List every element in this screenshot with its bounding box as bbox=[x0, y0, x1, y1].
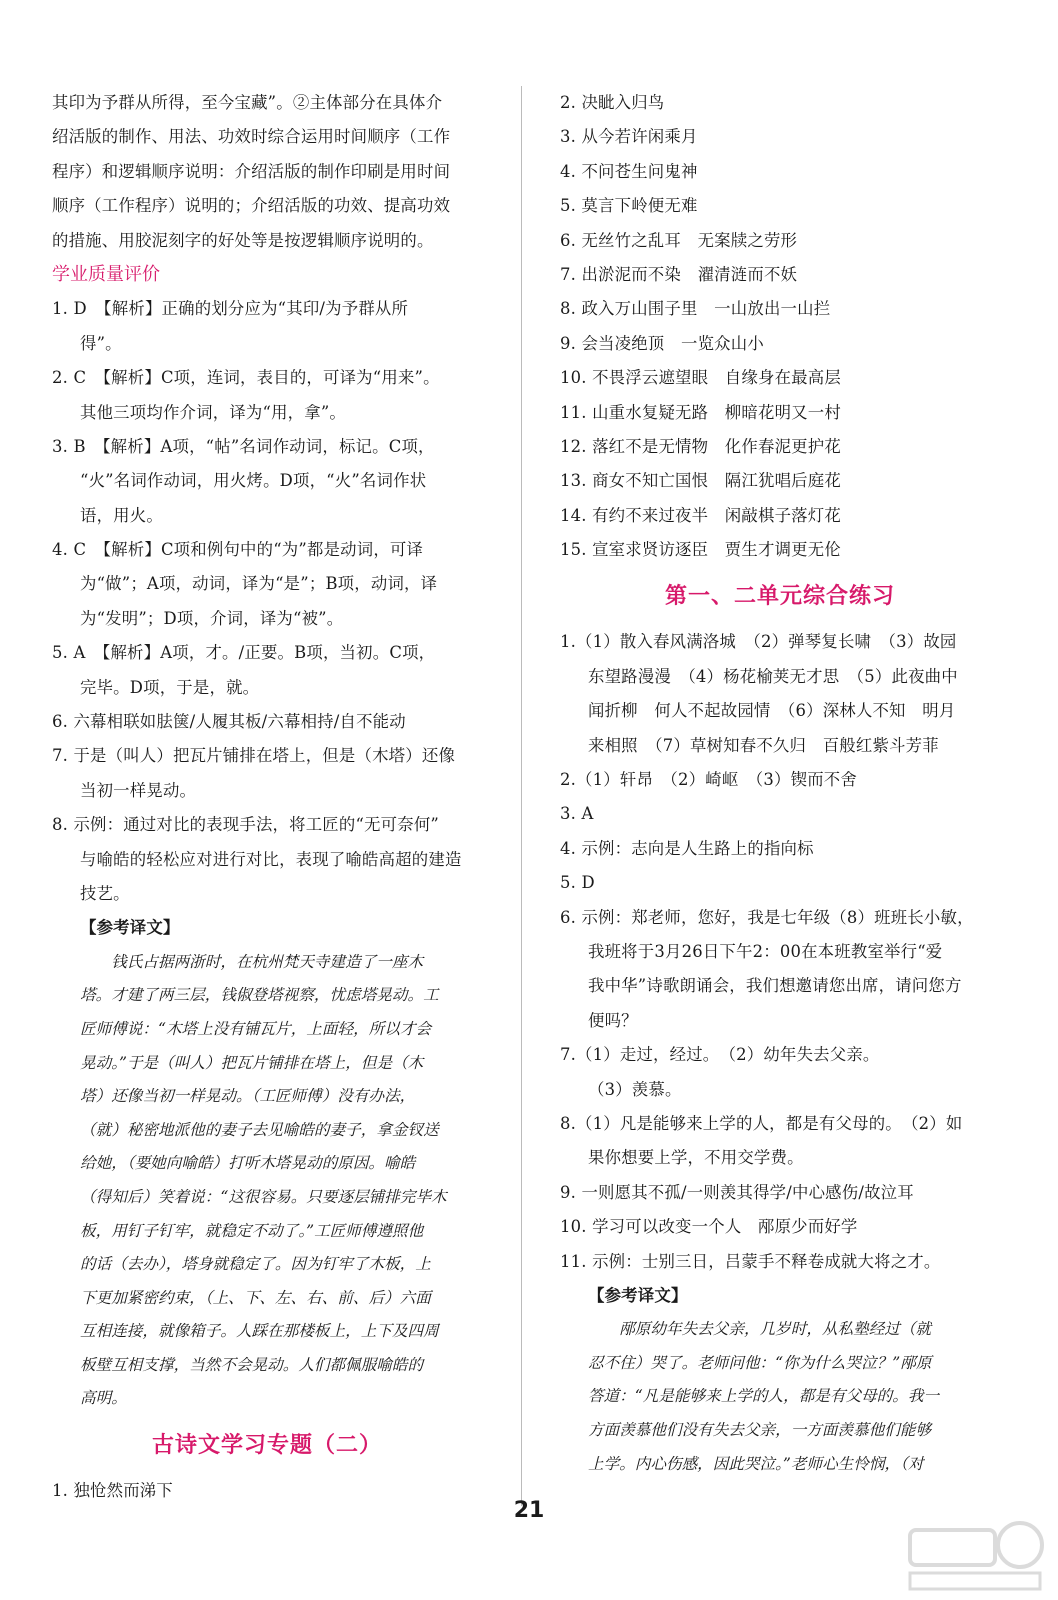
translation-line: 下更加紧密约束，（上、下、左、右、前、后）六面 bbox=[80, 1288, 431, 1307]
text-line: 3. A bbox=[560, 804, 594, 824]
text-line: 7. 出淤泥而不染 濯清涟而不妖 bbox=[560, 264, 798, 284]
section-title: 第一、二单元综合练习 bbox=[664, 583, 895, 610]
text-line-cont: 语，用火。 bbox=[80, 505, 163, 525]
translation-line: 方面羡慕他们没有失去父亲，一方面羡慕他们能够 bbox=[588, 1421, 932, 1440]
text-line-cont: 完毕。D项，于是，就。 bbox=[80, 677, 260, 697]
text-line-cont: 来相照 （7）草树知春不久归 百般红紫斗芳菲 bbox=[588, 735, 939, 755]
text-line-cont: 当初一样晃动。 bbox=[80, 780, 197, 800]
text-line: 6. 无丝竹之乱耳 无案牍之劳形 bbox=[560, 230, 798, 250]
translation-line: 互相连接，就像箱子。人踩在那楼板上，上下及四周 bbox=[80, 1322, 439, 1341]
text-line: 11. 示例：士别三日，吕蒙手不释卷成就大将之才。 bbox=[560, 1251, 941, 1271]
translation-tag: 【参考译文】 bbox=[80, 918, 180, 938]
translation-line: 板壁互相支撑，当然不会晃动。人们都佩服喻皓的 bbox=[80, 1355, 424, 1374]
translation-line: 塔）还像当初一样晃动。（工匠师傅）没有办法， bbox=[80, 1087, 416, 1106]
text-line: 6. 示例：郑老师，您好，我是七年级（8）班班长小敏， bbox=[560, 907, 974, 927]
text-line-cont: 东望路漫漫 （4）杨花榆荚无才思 （5）此夜曲中 bbox=[588, 666, 958, 686]
text-line: 1.（1）散入春风满洛城 （2）弹琴复长啸 （3）故园 bbox=[560, 632, 957, 652]
translation-tag: 【参考译文】 bbox=[588, 1285, 688, 1305]
text-line-cont: 为“发明”；D项，介词，译为“被”。 bbox=[80, 608, 344, 628]
text-line: 的措施、用胶泥刻字的好处等是按逻辑顺序说明的。 bbox=[52, 230, 434, 250]
text-line: 9. 会当凌绝顶 一览众山小 bbox=[560, 333, 764, 353]
translation-line: 高明。 bbox=[80, 1389, 127, 1408]
translation-line: 晃动。”于是（叫人）把瓦片铺排在塔上，但是（木 bbox=[80, 1053, 424, 1072]
text-line: 15. 宣室求贤访逐臣 贾生才调更无伦 bbox=[560, 540, 841, 560]
text-line: 3. B 【解析】A项，“帖”名词作动词，标记。C项， bbox=[52, 436, 435, 456]
translation-line: （得知后）笑着说：“这很容易。只要逐层铺排完毕木 bbox=[80, 1187, 447, 1206]
translation-line: 给她，（要她向喻皓）打听木塔晃动的原因。喻皓 bbox=[80, 1154, 416, 1173]
text-line: 3. 从今若许闲乘月 bbox=[560, 127, 698, 147]
text-line-cont: 其他三项均作介词，译为“用，拿”。 bbox=[80, 402, 347, 422]
text-line: 14. 有约不来过夜半 闲敲棋子落灯花 bbox=[560, 505, 841, 525]
text-line: 12. 落红不是无情物 化作春泥更护花 bbox=[560, 436, 841, 456]
section-heading: 学业质量评价 bbox=[52, 263, 160, 285]
text-line: 2. C 【解析】C项，连词，表目的，可译为“用来”。 bbox=[52, 368, 440, 388]
text-line: 其印为予群从所得，至今宝藏”。②主体部分在具体介 bbox=[52, 93, 443, 112]
page-number: 21 bbox=[513, 1498, 545, 1523]
text-line-cont: 我班将于3月26日下午2：00在本班教室举行“爱 bbox=[588, 941, 943, 961]
translation-line: 邴原幼年失去父亲，几岁时，从私塾经过（就 bbox=[588, 1320, 932, 1339]
translation-line: 的话（去办），塔身就稳定了。因为钉牢了木板，上 bbox=[80, 1255, 431, 1274]
translation-line: 上学。内心伤感，因此哭泣。”老师心生怜悯，（对 bbox=[588, 1454, 924, 1473]
text-line: 10. 不畏浮云遮望眼 自缘身在最高层 bbox=[560, 368, 841, 388]
text-line: 8.（1）凡是能够来上学的人，都是有父母的。 （2）如 bbox=[560, 1113, 963, 1133]
text-line: 7. 于是（叫人）把瓦片铺排在塔上，但是（木塔）还像 bbox=[52, 746, 456, 766]
text-line-cont: 得”。 bbox=[80, 333, 122, 353]
text-line: 6. 六幕相联如胠箧/人履其板/六幕相持/自不能动 bbox=[52, 712, 406, 732]
text-line: 5. D bbox=[560, 873, 595, 893]
text-line-cont: 与喻皓的轻松应对进行对比，表现了喻皓高超的建造 bbox=[80, 849, 462, 869]
translation-line: 板，用钉子钉牢，就稳定不动了。”工匠师傅遵照他 bbox=[80, 1221, 424, 1240]
translation-line: 塔。才建了两三层，钱俶登塔视察，忧虑塔晃动。工 bbox=[80, 986, 439, 1005]
text-line-cont: 我中华”诗歌朗诵会，我们想邀请您出席，请问您方 bbox=[588, 976, 962, 996]
text-line-cont: 果你想要上学，不用交学费。 bbox=[588, 1148, 804, 1168]
text-line: 4. C 【解析】C项和例句中的“为”都是动词，可译 bbox=[52, 540, 424, 560]
text-line-cont: 便吗？ bbox=[588, 1010, 638, 1030]
translation-line: 答道：“凡是能够来上学的人，都是有父母的。我一 bbox=[588, 1387, 940, 1406]
text-line: 9. 一则愿其不孤/一则羡其得学/中心感伤/故泣耳 bbox=[560, 1182, 914, 1202]
watermark-logo bbox=[900, 1515, 1050, 1595]
translation-line: （就）秘密地派他的妻子去见喻皓的妻子，拿金钗送 bbox=[80, 1120, 439, 1139]
text-line: 13. 商女不知亡国恨 隔江犹唱后庭花 bbox=[560, 471, 841, 491]
text-line: 绍活版的制作、用法、功效时综合运用时间顺序（工作 bbox=[52, 127, 451, 147]
left-column bbox=[52, 86, 482, 1508]
text-line-cont: （3）羡慕。 bbox=[588, 1079, 682, 1099]
text-line: 2.（1）轩昂 （2）崎岖 （3）锲而不舍 bbox=[560, 770, 857, 790]
text-line: 2. 决眦入归鸟 bbox=[560, 93, 665, 112]
text-line: 7.（1）走过，经过。 （2）幼年失去父亲。 bbox=[560, 1045, 880, 1065]
text-line-cont: 为“做”；A项，动词，译为“是”；B项，动词，译 bbox=[80, 574, 438, 594]
text-line: 1. D 【解析】正确的划分应为“其印/为予群从所 bbox=[52, 299, 409, 319]
text-line: 程序）和逻辑顺序说明：介绍活版的制作印刷是用时间 bbox=[52, 161, 451, 181]
text-line: 5. 莫言下岭便无难 bbox=[560, 196, 698, 216]
section-title: 古诗文学习专题（二） bbox=[151, 1432, 382, 1459]
text-line: 8. 政入万山围子里 一山放出一山拦 bbox=[560, 299, 831, 319]
text-line-cont: 技艺。 bbox=[80, 883, 130, 903]
translation-line: 钱氏占据两浙时，在杭州梵天寺建造了一座木 bbox=[80, 952, 424, 971]
column-divider bbox=[521, 86, 522, 1506]
text-line: 8. 示例：通过对比的表现手法，将工匠的“无可奈何” bbox=[52, 815, 440, 835]
translation-line: 忍不住）哭了。老师问他：“你为什么哭泣？”邴原 bbox=[588, 1353, 932, 1372]
translation-line: 匠师傅说：“木塔上没有铺瓦片，上面轻，所以才会 bbox=[80, 1019, 432, 1038]
text-line: 顺序（工作程序）说明的；介绍活版的功效、提高功效 bbox=[52, 196, 451, 216]
text-line: 4. 不问苍生问鬼神 bbox=[560, 161, 698, 181]
text-line-cont: “火”名词作动词，用火烤。D项，“火”名词作状 bbox=[80, 471, 427, 491]
text-line-cont: 闻折柳 何人不起故园情 （6）深林人不知 明月 bbox=[588, 701, 956, 721]
text-line: 11. 山重水复疑无路 柳暗花明又一村 bbox=[560, 402, 841, 422]
text-line: 4. 示例：志向是人生路上的指向标 bbox=[560, 838, 814, 858]
right-column bbox=[560, 86, 1000, 1481]
text-line: 1. 独怆然而涕下 bbox=[52, 1481, 173, 1501]
text-line: 5. A 【解析】A项，才。/正要。B项，当初。C项， bbox=[52, 643, 436, 663]
text-line: 10. 学习可以改变一个人 邴原少而好学 bbox=[560, 1217, 858, 1237]
